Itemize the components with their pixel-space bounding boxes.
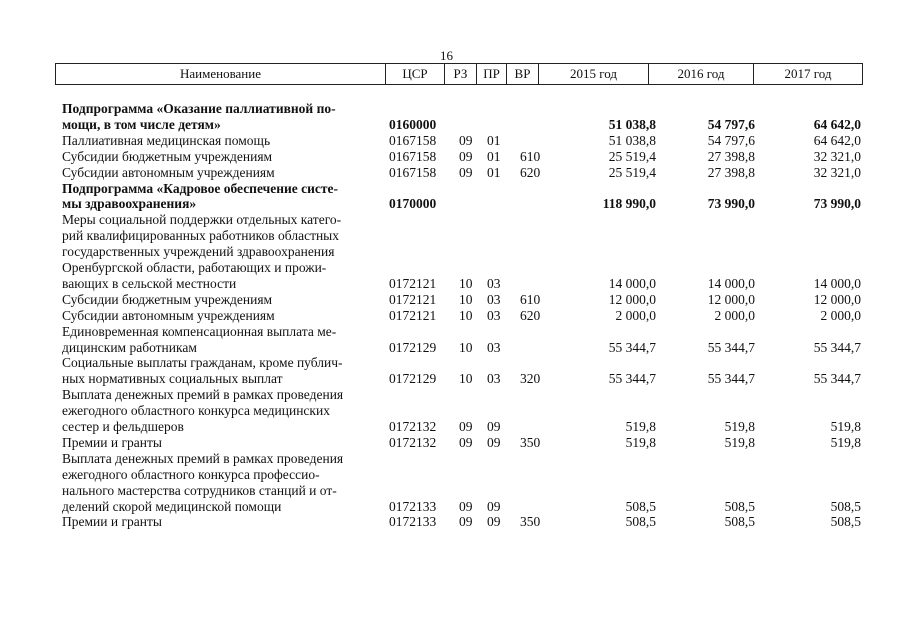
table-row: [0, 228, 905, 244]
cell-code: 0172133: [389, 514, 437, 530]
cell-v2017: 64 642,0: [813, 132, 861, 148]
cell-name: Единовременная компенсационная выплата ме-: [62, 323, 337, 339]
table-row: [0, 467, 905, 483]
cell-rz: 09: [459, 132, 473, 148]
cell-v2016: 55 344,7: [707, 339, 755, 355]
cell-vr: 610: [520, 148, 541, 164]
header-2015: 2015 год: [539, 64, 649, 84]
cell-name: Меры социальной поддержки отдельных катего-: [62, 212, 342, 228]
table-row: [0, 244, 905, 260]
cell-pr: 03: [487, 275, 501, 291]
cell-name: Социальные выплаты гражданам, кроме публич-: [62, 355, 343, 371]
cell-name: сестер и фельдшеров: [62, 419, 184, 434]
cell-pr: 09: [487, 514, 501, 530]
table-row: [0, 371, 905, 387]
cell-rz: 10: [459, 291, 473, 307]
cell-name: ежегодного областного конкурса профессио-: [62, 466, 320, 482]
table-row: [0, 117, 905, 133]
cell-name: нального мастерства сотрудников станций и от-: [62, 482, 337, 498]
cell-name: дицинским работникам: [62, 339, 197, 355]
cell-name: Субсидии автономным учреждениям: [62, 164, 275, 180]
cell-rz: 09: [459, 514, 473, 530]
cell-v2015: 51 038,8: [608, 116, 656, 132]
cell-v2015: 508,5: [625, 514, 656, 530]
cell-name: ных нормативных социальных выплат: [62, 371, 283, 387]
table-row: [0, 340, 905, 356]
cell-v2017: 73 990,0: [813, 196, 861, 212]
table-row: [0, 149, 905, 165]
cell-name: Выплата денежных премий в рамках проведения: [62, 450, 344, 466]
table-row: [0, 387, 905, 403]
cell-code: 0172129: [389, 371, 437, 387]
header-rz: РЗ: [445, 64, 477, 84]
cell-v2016: 55 344,7: [707, 371, 755, 387]
table-row: [0, 403, 905, 419]
cell-v2016: 27 398,8: [707, 164, 755, 180]
cell-v2015: 519,8: [625, 419, 656, 434]
cell-v2016: 508,5: [724, 514, 755, 530]
cell-name: Подпрограмма «Оказание паллиативной по-: [62, 101, 336, 116]
cell-rz: 09: [459, 434, 473, 450]
cell-vr: 350: [520, 434, 541, 450]
cell-v2016: 54 797,6: [707, 132, 755, 148]
cell-v2015: 12 000,0: [608, 291, 656, 307]
cell-v2015: 519,8: [625, 434, 656, 450]
cell-v2017: 14 000,0: [813, 275, 861, 291]
cell-v2016: 508,5: [724, 498, 755, 514]
table-row: [0, 292, 905, 308]
table-row: [0, 276, 905, 292]
cell-v2016: 519,8: [724, 419, 755, 434]
cell-rz: 09: [459, 498, 473, 514]
cell-v2015: 55 344,7: [608, 371, 656, 387]
cell-rz: 10: [459, 371, 473, 387]
cell-v2016: 14 000,0: [707, 275, 755, 291]
cell-code: 0172133: [389, 498, 437, 514]
cell-pr: 03: [487, 307, 501, 323]
table-row: [0, 355, 905, 371]
cell-name: ежегодного областного конкурса медицинских: [62, 403, 330, 419]
table-row: [0, 419, 905, 435]
table-row: [0, 324, 905, 340]
cell-name: государственных учреждений здравоохранения: [62, 244, 335, 260]
cell-name: делений скорой медицинской помощи: [62, 498, 282, 514]
cell-v2017: 508,5: [830, 498, 861, 514]
cell-rz: 10: [459, 307, 473, 323]
cell-pr: 03: [487, 371, 501, 387]
cell-vr: 620: [520, 164, 541, 180]
cell-name: Субсидии бюджетным учреждениям: [62, 148, 273, 164]
cell-name: мощи, в том числе детям»: [62, 116, 221, 132]
table-row: [0, 212, 905, 228]
cell-pr: 03: [487, 291, 501, 307]
table-row: [0, 435, 905, 451]
cell-v2016: 73 990,0: [707, 196, 755, 212]
header-2016: 2016 год: [649, 64, 754, 84]
table-row: [0, 165, 905, 181]
cell-v2017: 508,5: [830, 514, 861, 530]
cell-rz: 10: [459, 339, 473, 355]
header-pr: ПР: [477, 64, 507, 84]
cell-name: Выплата денежных премий в рамках проведения: [62, 387, 344, 403]
header-name: Наименование: [56, 64, 386, 84]
cell-pr: 01: [487, 164, 501, 180]
cell-v2017: 32 321,0: [813, 148, 861, 164]
cell-name: Премии и гранты: [62, 434, 162, 450]
table-row: [0, 451, 905, 467]
cell-v2015: 25 519,4: [608, 164, 656, 180]
cell-v2017: 12 000,0: [813, 291, 861, 307]
cell-vr: 620: [520, 307, 541, 323]
table-row: [0, 196, 905, 212]
cell-code: 0172132: [389, 434, 437, 450]
header-2017: 2017 год: [784, 66, 832, 81]
cell-code: 0172121: [389, 275, 437, 291]
cell-code: 0172132: [389, 419, 437, 434]
cell-v2015: 55 344,7: [608, 339, 656, 355]
cell-name: Паллиативная медицинская помощь: [62, 132, 271, 148]
cell-v2017: 519,8: [830, 434, 861, 450]
cell-v2017: 32 321,0: [813, 164, 861, 180]
cell-v2016: 54 797,6: [707, 116, 755, 132]
cell-name: вающих в сельской местности: [62, 275, 237, 291]
cell-v2015: 51 038,8: [608, 132, 656, 148]
cell-pr: 09: [487, 419, 501, 434]
table-row: [0, 483, 905, 499]
cell-v2015: 2 000,0: [615, 307, 656, 323]
cell-name: Премии и гранты: [62, 514, 162, 530]
cell-code: 0167158: [389, 164, 437, 180]
page-number: 16: [440, 48, 453, 63]
cell-v2017: 64 642,0: [813, 116, 861, 132]
cell-pr: 01: [487, 132, 501, 148]
cell-pr: 03: [487, 339, 501, 355]
cell-v2015: 25 519,4: [608, 148, 656, 164]
cell-pr: 01: [487, 148, 501, 164]
cell-code: 0167158: [389, 148, 437, 164]
cell-rz: 09: [459, 148, 473, 164]
table-row: [0, 514, 905, 530]
table-row: [0, 308, 905, 324]
cell-rz: 09: [459, 419, 473, 434]
cell-v2015: 118 990,0: [602, 196, 656, 212]
cell-v2017: 2 000,0: [820, 307, 861, 323]
table-row: [0, 499, 905, 515]
header-vr: ВР: [507, 64, 539, 84]
cell-v2017: 55 344,7: [813, 371, 861, 387]
cell-v2017: 519,8: [830, 419, 861, 434]
cell-v2016: 519,8: [724, 434, 755, 450]
cell-pr: 09: [487, 498, 501, 514]
cell-code: 0172121: [389, 291, 437, 307]
cell-code: 0160000: [389, 116, 437, 132]
cell-v2017: 55 344,7: [813, 339, 861, 355]
cell-name: мы здравоохранения»: [62, 196, 197, 212]
table-row: [0, 133, 905, 149]
cell-name: Подпрограмма «Кадровое обеспечение систе-: [62, 180, 339, 196]
cell-code: 0170000: [389, 196, 437, 212]
cell-code: 0172121: [389, 307, 437, 323]
cell-name: Субсидии бюджетным учреждениям: [62, 291, 273, 307]
cell-name: Оренбургской области, работающих и прожи-: [62, 260, 327, 275]
cell-v2016: 2 000,0: [714, 307, 755, 323]
cell-v2016: 12 000,0: [707, 291, 755, 307]
cell-v2016: 27 398,8: [707, 148, 755, 164]
cell-pr: 09: [487, 434, 501, 450]
cell-code: 0172129: [389, 339, 437, 355]
table-row: [0, 181, 905, 197]
cell-v2015: 508,5: [625, 498, 656, 514]
cell-vr: 320: [520, 371, 541, 387]
cell-rz: 09: [459, 164, 473, 180]
cell-vr: 610: [520, 291, 541, 307]
table-header: [55, 63, 863, 85]
cell-rz: 10: [459, 275, 473, 291]
cell-name: рий квалифицированных работников областных: [62, 228, 340, 244]
cell-v2015: 14 000,0: [608, 275, 656, 291]
cell-name: Субсидии автономным учреждениям: [62, 307, 275, 323]
header-csr: ЦСР: [386, 64, 445, 84]
table-row: [0, 260, 905, 276]
table-row: [0, 101, 905, 117]
cell-vr: 350: [520, 514, 541, 530]
cell-code: 0167158: [389, 132, 437, 148]
